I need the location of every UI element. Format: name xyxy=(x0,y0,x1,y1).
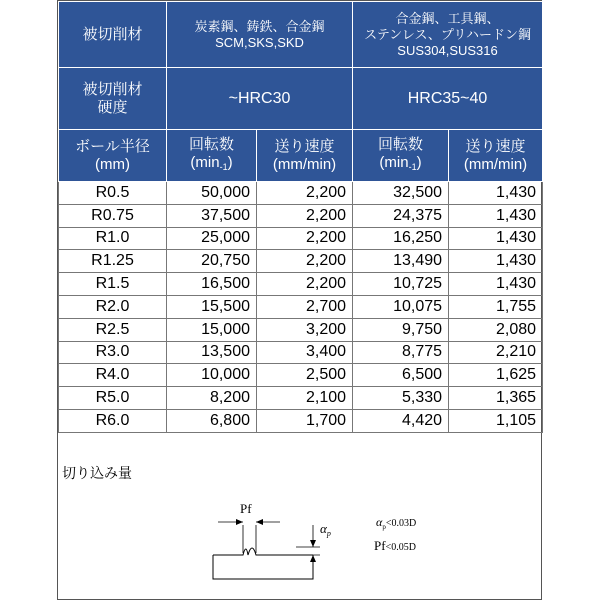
ball-radius-cell: R0.5 xyxy=(59,182,167,205)
table-row xyxy=(59,409,543,432)
ball-radius-cell: R4.0 xyxy=(59,364,167,387)
cutting-conditions-sheet xyxy=(57,0,542,600)
table-row xyxy=(59,364,543,387)
group1-feed-cell: 2,200 xyxy=(257,227,353,250)
group1-rpm-cell: 16,500 xyxy=(167,273,257,296)
table-row xyxy=(59,318,543,341)
table-row xyxy=(59,204,543,227)
group1-hardness: ~HRC30 xyxy=(167,68,353,130)
hardness-label: 被切削材 硬度 xyxy=(59,68,167,130)
group1-rpm-cell: 50,000 xyxy=(167,182,257,205)
group2-feed-cell: 1,430 xyxy=(449,273,543,296)
group2-rpm-cell: 24,375 xyxy=(353,204,449,227)
group2-feed-cell: 1,365 xyxy=(449,387,543,410)
group2-feed-cell: 1,755 xyxy=(449,295,543,318)
group1-rpm-cell: 15,500 xyxy=(167,295,257,318)
table-row xyxy=(59,387,543,410)
group2-rpm-cell: 8,775 xyxy=(353,341,449,364)
group1-feed-label: 送り速度 (mm/min) xyxy=(257,130,353,182)
group1-feed-cell: 2,200 xyxy=(257,182,353,205)
cutting-conditions-table xyxy=(58,1,543,433)
group2-rpm-cell: 13,490 xyxy=(353,250,449,273)
table-row xyxy=(59,295,543,318)
ap-arrowhead-bottom xyxy=(310,555,316,562)
formula-ap: $\alpha_p^{<0.03D}$ xyxy=(376,515,417,531)
group1-material: 炭素鋼、鋳鉄、合金鋼 SCM,SKS,SKD xyxy=(167,2,353,68)
group2-feed-cell: 2,080 xyxy=(449,318,543,341)
group2-material: 合金鋼、工具鋼、 ステンレス、プリハードン鋼 SUS304,SUS316 xyxy=(353,2,543,68)
conditions-rows xyxy=(59,182,543,433)
group2-rpm-cell: 6,500 xyxy=(353,364,449,387)
group2-feed-label: 送り速度 (mm/min) xyxy=(449,130,543,182)
group1-feed-cell: 2,500 xyxy=(257,364,353,387)
group1-rpm-cell: 15,000 xyxy=(167,318,257,341)
group1-rpm-label: 回転数 $(\min_{-1})$ xyxy=(167,130,257,182)
group2-feed-cell: 1,430 xyxy=(449,182,543,205)
group1-feed-cell: 1,700 xyxy=(257,409,353,432)
group2-feed-cell: 1,430 xyxy=(449,227,543,250)
group2-feed-cell: 1,430 xyxy=(449,250,543,273)
group2-feed-cell: 1,105 xyxy=(449,409,543,432)
group1-feed-cell: 3,200 xyxy=(257,318,353,341)
group1-feed-cell: 3,400 xyxy=(257,341,353,364)
group1-rpm-cell: 6,800 xyxy=(167,409,257,432)
ball-radius-cell: R1.0 xyxy=(59,227,167,250)
table-row xyxy=(59,182,543,205)
ball-radius-cell: R5.0 xyxy=(59,387,167,410)
ap-label: $\alpha_p$ xyxy=(320,521,331,538)
group1-rpm-cell: 10,000 xyxy=(167,364,257,387)
group1-rpm-cell: 37,500 xyxy=(167,204,257,227)
group2-hardness: HRC35~40 xyxy=(353,68,543,130)
group1-rpm-cell: 13,500 xyxy=(167,341,257,364)
group2-rpm-cell: 10,725 xyxy=(353,273,449,296)
workpiece-outline xyxy=(213,555,313,579)
group1-rpm-cell: 20,750 xyxy=(167,250,257,273)
group2-rpm-cell: 5,330 xyxy=(353,387,449,410)
ball-radius-cell: R2.5 xyxy=(59,318,167,341)
group2-rpm-cell: 10,075 xyxy=(353,295,449,318)
group2-rpm-cell: 4,420 xyxy=(353,409,449,432)
group2-feed-cell: 1,430 xyxy=(449,204,543,227)
ap-arrowhead-top xyxy=(310,540,316,547)
depth-of-cut-diagram xyxy=(58,481,541,599)
group2-rpm-cell: 32,500 xyxy=(353,182,449,205)
group1-rpm-cell: 8,200 xyxy=(167,387,257,410)
ball-radius-cell: R1.25 xyxy=(59,250,167,273)
ball-radius-cell: R0.75 xyxy=(59,204,167,227)
table-row xyxy=(59,227,543,250)
group2-rpm-cell: 9,750 xyxy=(353,318,449,341)
group1-feed-cell: 2,700 xyxy=(257,295,353,318)
ball-radius-cell: R2.0 xyxy=(59,295,167,318)
formula-pf: Pf<0.05D xyxy=(374,538,416,553)
table-row xyxy=(59,273,543,296)
pf-label: Pf xyxy=(240,501,252,516)
material-label: 被切削材 xyxy=(59,2,167,68)
radius-label: ボール半径 (mm) xyxy=(59,130,167,182)
pf-arrowhead-right xyxy=(256,519,263,525)
group1-rpm-cell: 25,000 xyxy=(167,227,257,250)
group1-feed-cell: 2,200 xyxy=(257,250,353,273)
ball-radius-cell: R3.0 xyxy=(59,341,167,364)
depth-of-cut-label: 切り込み量 xyxy=(62,465,132,481)
group1-feed-cell: 2,200 xyxy=(257,273,353,296)
table-row xyxy=(59,341,543,364)
group2-rpm-label: 回転数 $(\min_{-1})$ xyxy=(353,130,449,182)
table-row xyxy=(59,250,543,273)
ball-radius-cell: R6.0 xyxy=(59,409,167,432)
group2-feed-cell: 1,625 xyxy=(449,364,543,387)
workpiece-surface xyxy=(213,548,313,555)
group2-rpm-cell: 16,250 xyxy=(353,227,449,250)
group1-feed-cell: 2,200 xyxy=(257,204,353,227)
group2-feed-cell: 2,210 xyxy=(449,341,543,364)
group1-feed-cell: 2,100 xyxy=(257,387,353,410)
ball-radius-cell: R1.5 xyxy=(59,273,167,296)
pf-arrowhead-left xyxy=(236,519,243,525)
